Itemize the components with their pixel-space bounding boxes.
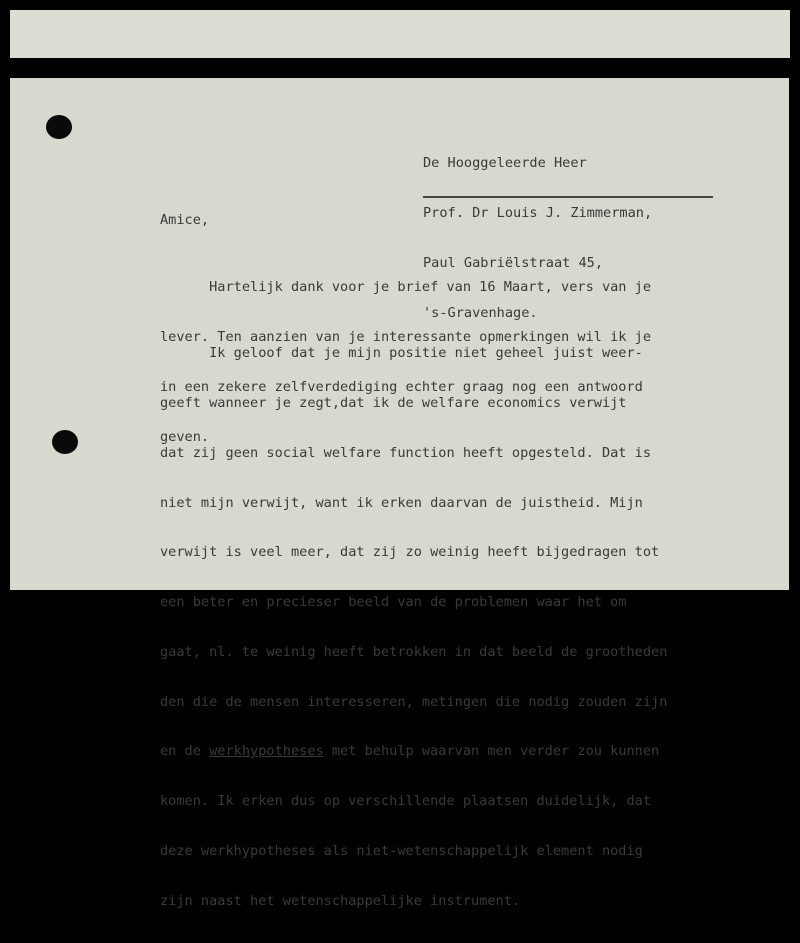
underlined-word: werkhypotheses xyxy=(209,743,324,760)
text-line: geven. xyxy=(160,428,210,445)
paragraph-2 xyxy=(160,312,667,943)
address-underline xyxy=(423,196,713,198)
salutation: Amice, xyxy=(160,212,210,228)
punch-hole-bottom xyxy=(52,430,78,454)
letter-sheet xyxy=(10,78,789,909)
text-line-with-underline xyxy=(160,743,667,760)
text-line: geeft wanneer je zegt,dat ik de welfare economics verwijt xyxy=(160,394,627,411)
text-line: verwijt is veel meer, dat zij zo weinig heeft bijgedragen tot xyxy=(160,544,660,561)
text-line: komen. Ik erken dus op verschillende plaatsen duidelijk, dat xyxy=(160,793,652,810)
address-line-1: De Hooggeleerde Heer xyxy=(423,155,587,172)
text-line: gaat, nl. te weinig heeft betrokken in dat beeld de grootheden xyxy=(160,643,668,660)
address-line-4: 's-Gravenhage. xyxy=(423,304,538,321)
punch-hole-top xyxy=(46,115,72,139)
text-line: dat zij geen social welfare function heeft opgesteld. Dat is xyxy=(160,444,652,461)
text-line: deze werkhypotheses als niet-wetenschappelijk element nodig xyxy=(160,843,643,859)
text-line: Ik geloof dat je mijn positie niet geheel juist weer- xyxy=(160,345,643,362)
text-line: Hartelijk dank voor je brief van 16 Maart, vers van je xyxy=(160,279,652,296)
text-line: in een zekere zelfverdediging echter graag nog een antwoord xyxy=(160,378,643,395)
text-line: zijn naast het wetenschappelijke instrument. xyxy=(160,892,521,909)
text-line: niet mijn verwijt, want ik erken daarvan de juistheid. Mijn xyxy=(160,494,643,511)
text-line: den die de mensen interesseren, metingen die nodig zouden zijn xyxy=(160,693,668,710)
address-line-2: Prof. Dr Louis J. Zimmerman, xyxy=(423,204,653,221)
text-line: een beter en precieser beeld van de problemen waar het om xyxy=(160,594,627,611)
address-line-3: Paul Gabriëlstraat 45, xyxy=(423,254,604,271)
text-line: lever. Ten aanzien van je interessante opmerkingen wil ik je xyxy=(160,328,652,345)
text-segment: en de xyxy=(160,743,210,760)
top-paper-strip xyxy=(10,10,790,58)
text-segment: met behulp waarvan men verder zou kunnen xyxy=(323,743,660,760)
